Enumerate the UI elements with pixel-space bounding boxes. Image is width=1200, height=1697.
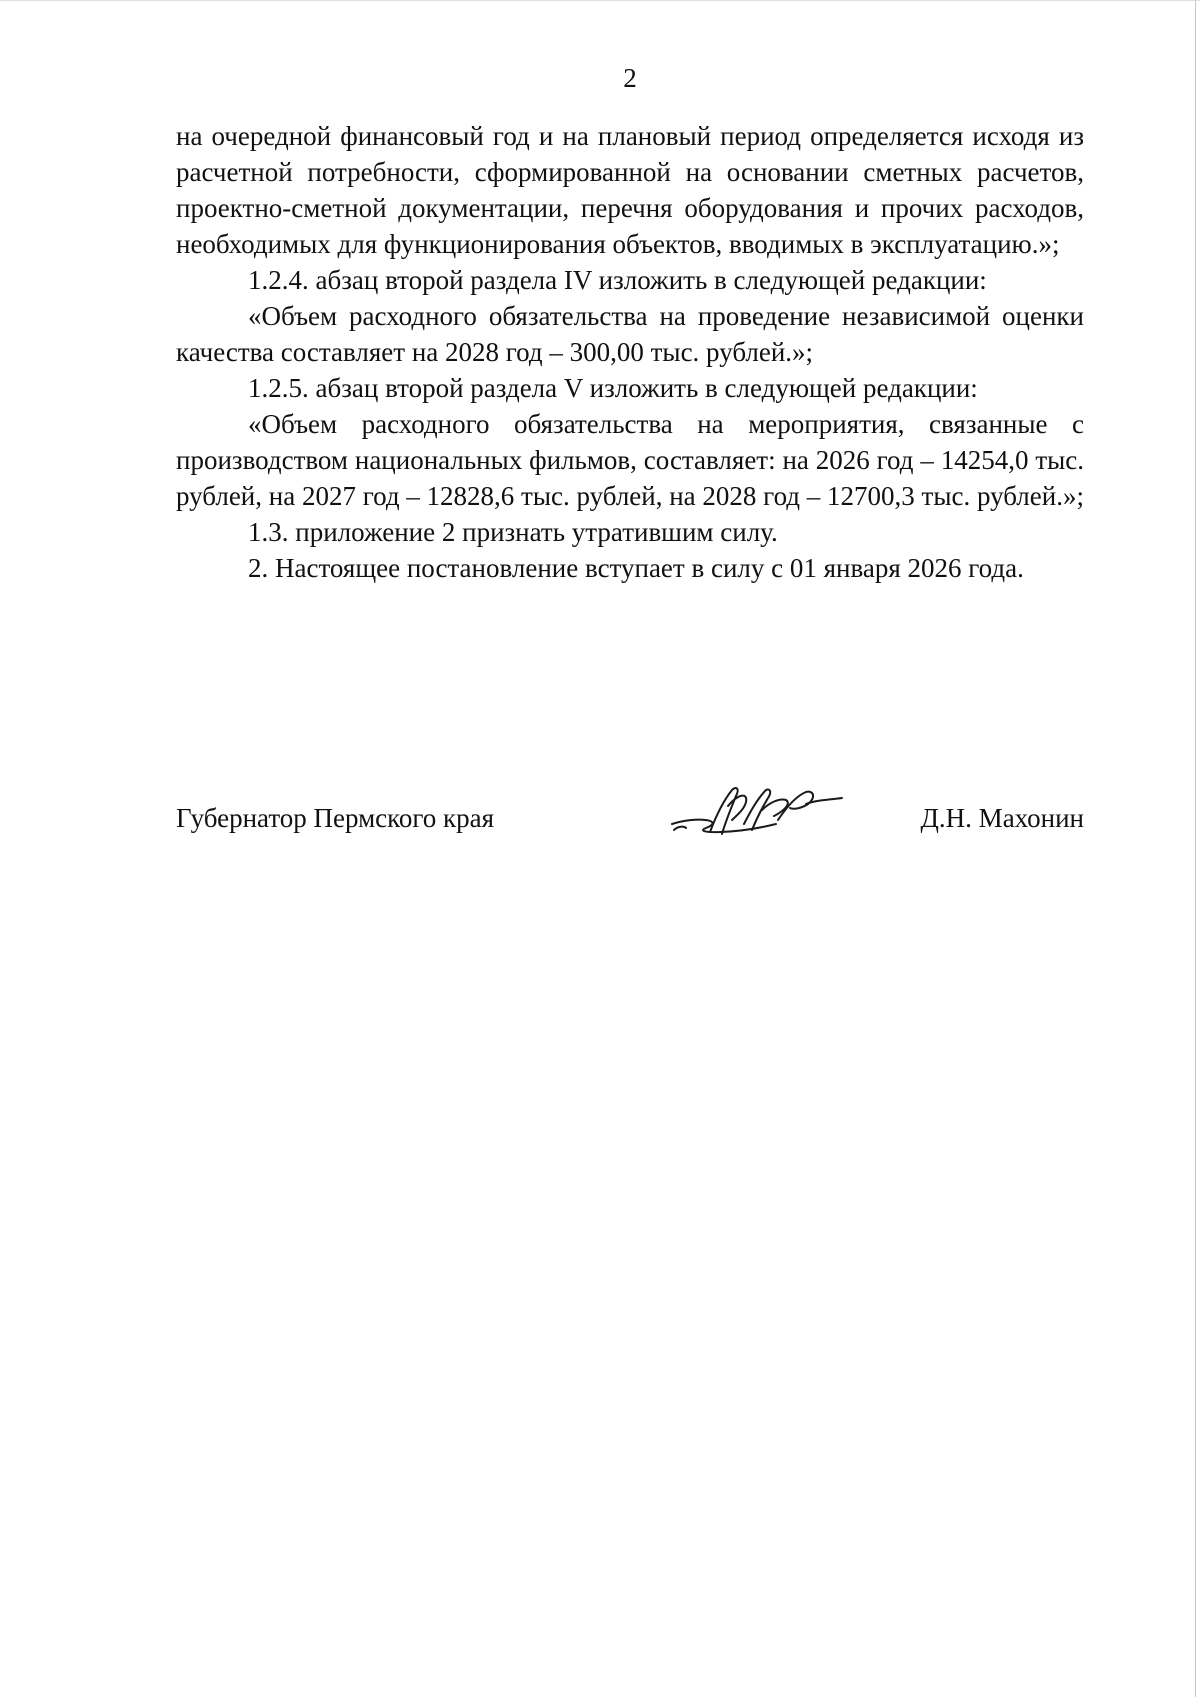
paragraph-quote-section-v: «Объем расходного обязательства на мероприятия, связанные с производством национальных фильмов, составляет: на 2026 год – 14254,0 тыс. рублей, на 2027 год – 12828,6 тыс. рублей, на 2028 год – 12700,3 тыс. рублей.»; <box>176 409 1084 511</box>
signer-name: Д.Н. Махонин <box>920 803 1084 833</box>
signer-title: Губернатор Пермского края <box>176 803 495 833</box>
page-number: 2 <box>623 63 637 93</box>
scan-edge-top <box>0 0 1200 1</box>
scan-edge-right <box>1195 0 1196 1697</box>
paragraph-quote-section-iv: «Объем расходного обязательства на проведение независимой оценки качества составляет на 2028 год – 300,00 тыс. рублей.»; <box>176 301 1084 367</box>
paragraph-item-2: 2. Настоящее постановление вступает в силу с 01 января 2026 года. <box>248 553 1024 583</box>
paragraph-item-1-2-4: 1.2.4. абзац второй раздела IV изложить в следующей редакции: <box>248 265 987 295</box>
document-body <box>176 118 1084 586</box>
paragraph-item-1-3: 1.3. приложение 2 признать утратившим силу. <box>248 517 778 547</box>
signature-block <box>176 800 1084 840</box>
handwritten-signature <box>666 776 846 846</box>
paragraph-continuation: на очередной финансовый год и на плановый период определяется исходя из расчетной потребности, сформированной на основании сметных расчетов, проектно-сметной документации, перечня оборудования и прочих расходов, необходимых для функционирования объектов, вводимых в эксплуатацию.»; <box>176 121 1084 259</box>
paragraph-item-1-2-5: 1.2.5. абзац второй раздела V изложить в следующей редакции: <box>248 373 978 403</box>
